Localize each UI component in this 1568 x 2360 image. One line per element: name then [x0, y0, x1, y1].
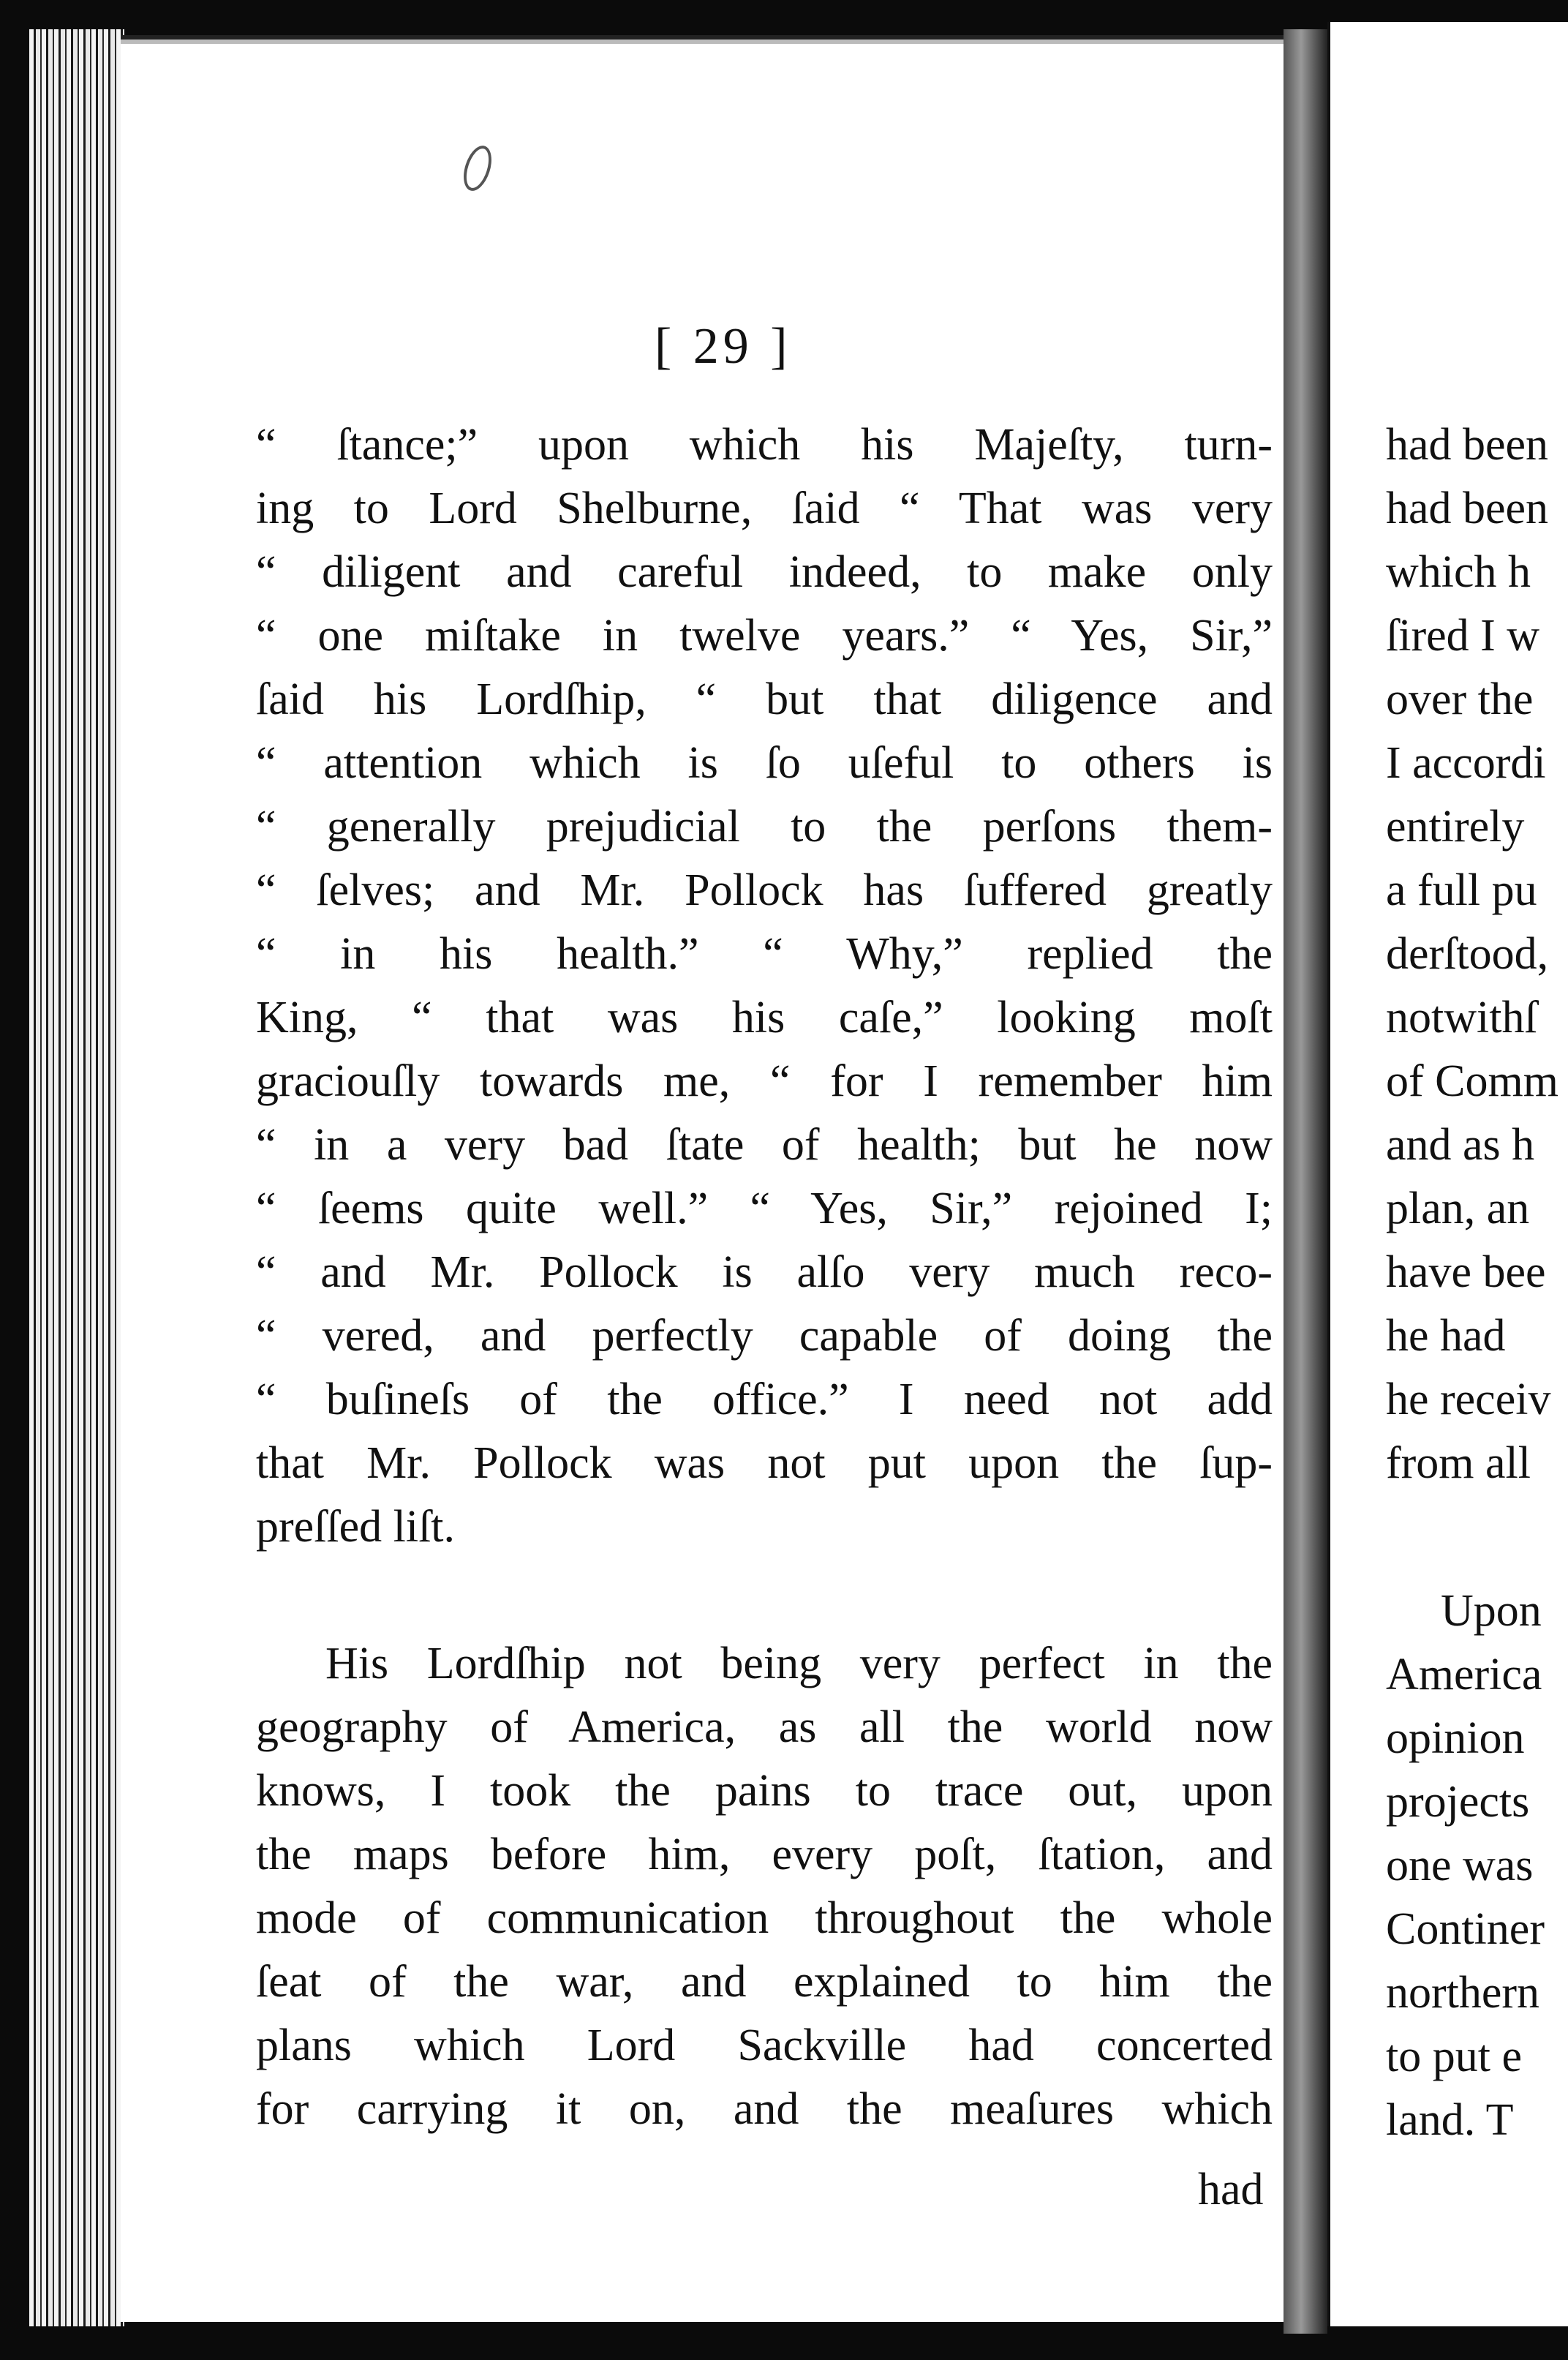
left-page-body: [256, 413, 1273, 2141]
text-line: plan, an: [1386, 1184, 1530, 1233]
text-line: “ attention which is ſo uſeful to others is: [256, 738, 1273, 788]
text-line: King, “ that was his caſe,” looking moſt: [256, 993, 1273, 1042]
page-number: [ 29 ]: [655, 318, 792, 375]
text-line: “ diligent and careful indeed, to make only: [256, 547, 1273, 597]
text-line: he receiv: [1386, 1375, 1551, 1424]
text-line: “ in a very bad ſtate of health; but he now: [256, 1120, 1273, 1170]
text-line: “ and Mr. Pollock is alſo very much reco-: [256, 1247, 1273, 1297]
text-line: “ buſineſs of the office.” I need not add: [256, 1375, 1273, 1424]
text-line: had been: [1386, 484, 1549, 533]
catchword: had: [1198, 2165, 1264, 2214]
text-line: ſaid his Lordſhip, “ but that diligence and: [256, 674, 1273, 724]
text-line: opinion: [1386, 1713, 1525, 1763]
text-line: that Mr. Pollock was not put upon the ſup-: [256, 1438, 1273, 1488]
text-line: derſtood,: [1386, 929, 1549, 979]
text-line: Upon: [1441, 1586, 1542, 1636]
text-line: which h: [1386, 547, 1531, 597]
text-line: of Comm: [1386, 1056, 1558, 1106]
text-line: for carrying it on, and the meaſures which: [256, 2084, 1273, 2134]
text-line: and as h: [1386, 1120, 1535, 1170]
text-line: entirely: [1386, 802, 1525, 852]
text-line: plans which Lord Sackville had concerted: [256, 2021, 1273, 2070]
text-line: knows, I took the pains to trace out, upon: [256, 1766, 1273, 1816]
page-edge-stack: [29, 29, 124, 2326]
text-line: Continer: [1386, 1904, 1545, 1954]
paragraph: [256, 1632, 1273, 2141]
text-line: a full pu: [1386, 865, 1537, 915]
right-page-body: [1386, 413, 1568, 2152]
text-line: I accordi: [1386, 738, 1546, 788]
text-line: northern: [1386, 1968, 1540, 2018]
text-line: the maps before him, every poſt, ſtation, and: [256, 1830, 1273, 1879]
text-line: America: [1386, 1650, 1542, 1699]
text-line: “ ſelves; and Mr. Pollock has ſuffered greatly: [256, 865, 1273, 915]
text-line: had been: [1386, 420, 1549, 470]
text-line: preſſed liſt.: [256, 1502, 456, 1552]
text-line: “ ſtance;” upon which his Majeſty, turn-: [256, 420, 1273, 470]
text-line: “ vered, and perfectly capable of doing the: [256, 1311, 1273, 1361]
paragraph: [1386, 413, 1568, 1495]
text-line: have bee: [1386, 1247, 1546, 1297]
text-line: graciouſly towards me, “ for I remember him: [256, 1056, 1273, 1106]
text-line: “ ſeems quite well.” “ Yes, Sir,” rejoined I;: [256, 1184, 1273, 1233]
text-line: ſeat of the war, and explained to him the: [256, 1957, 1273, 2007]
text-line: projects: [1386, 1777, 1530, 1827]
text-line: from all: [1386, 1438, 1531, 1488]
text-line: His Lordſhip not being very perfect in the: [325, 1639, 1273, 1688]
paragraph: [256, 413, 1273, 1559]
text-line: over the: [1386, 674, 1534, 724]
text-line: “ in his health.” “ Why,” replied the: [256, 929, 1273, 979]
text-line: one was: [1386, 1841, 1534, 1890]
text-line: he had: [1386, 1311, 1506, 1361]
text-line: ſired I w: [1386, 611, 1540, 661]
text-line: land. T: [1386, 2095, 1514, 2145]
text-line: mode of communication throughout the whole: [256, 1893, 1273, 1943]
text-line: to put e: [1386, 2032, 1522, 2081]
text-line: “ generally prejudicial to the perſons them-: [256, 802, 1273, 852]
book-gutter: [1284, 29, 1327, 2334]
text-line: ing to Lord Shelburne, ſaid “ That was very: [256, 484, 1273, 533]
paragraph: [1386, 1579, 1568, 2152]
text-line: geography of America, as all the world now: [256, 1702, 1273, 1752]
text-line: “ one miſtake in twelve years.” “ Yes, Sir,”: [256, 611, 1273, 661]
text-line: notwithſ: [1386, 993, 1537, 1042]
